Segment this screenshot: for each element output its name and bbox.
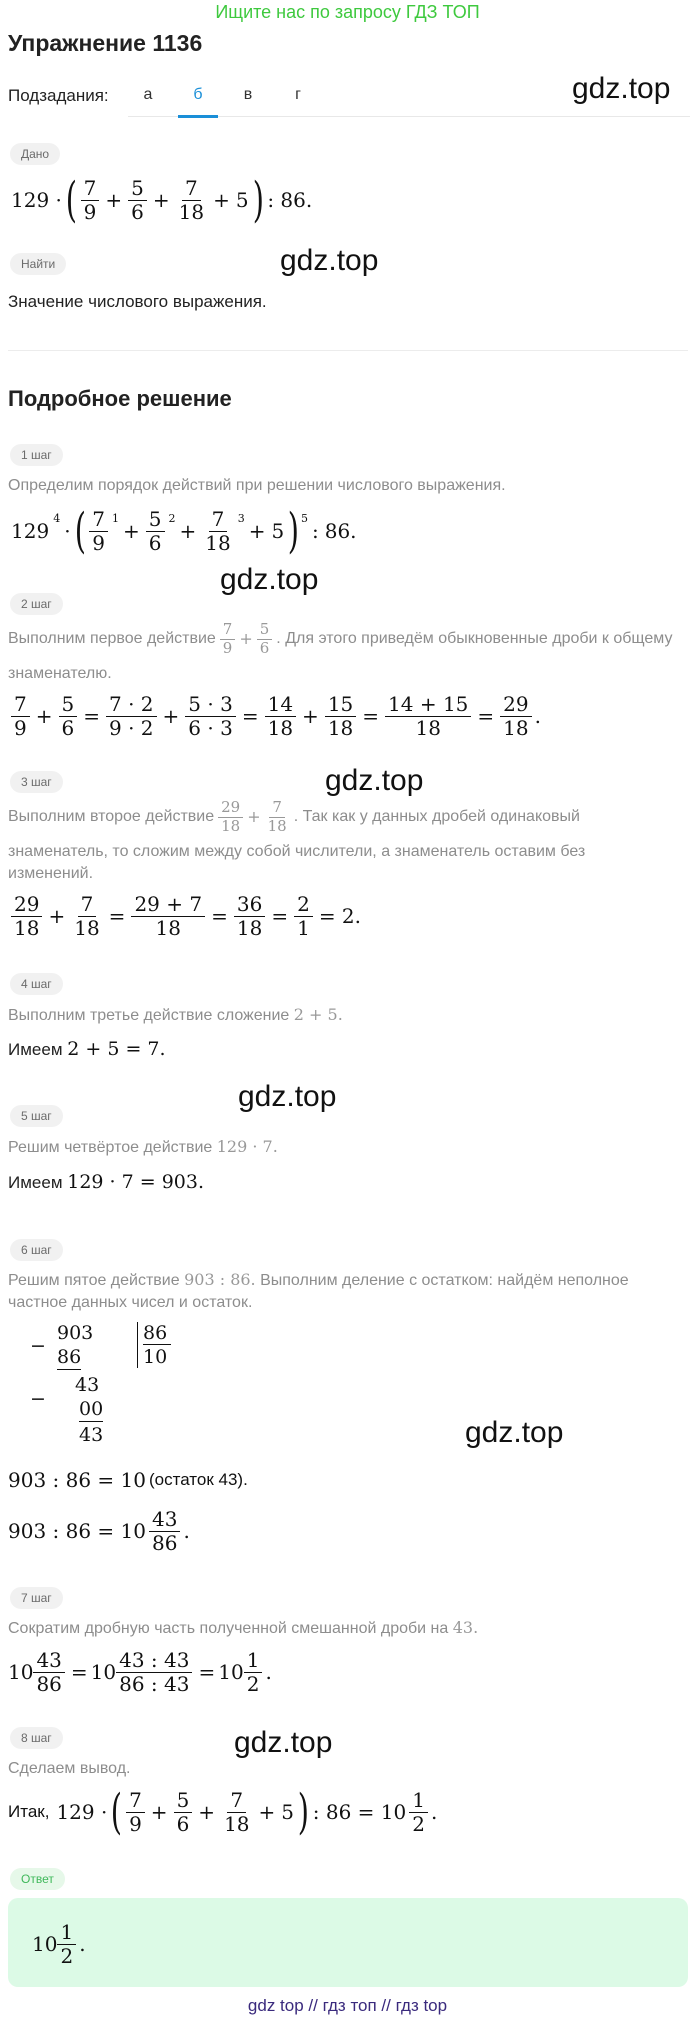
tab-a[interactable]: а [143, 86, 153, 103]
step-chip: 3 шаг [10, 771, 63, 793]
step6-line1: 903 : 86 = 10 (остаток 43). [8, 1468, 248, 1492]
promo-banner: Ищите нас по запросу ГДЗ ТОП [215, 2, 480, 22]
step-text: Сократим дробную часть полученной смешанной дроби на 43. [8, 1618, 479, 1637]
given-expression: 129 · ( $\frac{7}{9}$ + $\frac{5}{6}$ + $\frac{7}{18}$ + 5 ) : 86. [11, 172, 313, 228]
answer-chip: Ответ [10, 1868, 65, 1890]
step-chip: 2 шаг [10, 593, 63, 615]
conclusion-expression: Итак, 129 · ( $\frac{7}{9}$ + $\frac{5}{6}$ + $\frac{7}{18}$ + 5 ) : 86 = 10 $\frac{1}{2}$ . [8, 1784, 438, 1840]
step-chip: 7 шаг [10, 1587, 63, 1609]
tab-b[interactable]: б [178, 76, 218, 118]
step-text: Решим четвёртое действие 129 · 7. [8, 1137, 278, 1156]
step-text: знаменатель, то сложим между собой числители, а знаменатель оставим без [8, 843, 586, 860]
step3-expression: $\frac{29}{18}$ + $\frac{7}{18}$ = $\frac{29 + 7}{18}$ = $\frac{36}{18}$ = $\frac{2}{1}$ = 2. [8, 888, 364, 944]
long-division: − 903 86 86 10 − 43 00 43 [0, 1318, 200, 1452]
divider [8, 350, 688, 351]
footer-links[interactable]: gdz top // гдз топ // гдз top [247, 1996, 448, 2015]
step-text: Выполним третье действие сложение 2 + 5. [8, 1005, 343, 1024]
find-chip: Найти [10, 253, 66, 275]
find-text: Значение числового выражения. [8, 292, 267, 311]
subtasks-label: Подзадания: [8, 86, 109, 105]
step-text: Выполним второе действие $\frac{29}{18}$ + $\frac{7}{18}$ . Так как у данных дробей одинаковый [8, 798, 580, 835]
answer-value: 10 $\frac{1}{2}$ . [32, 1919, 86, 1968]
step-chip: 6 шаг [10, 1239, 63, 1261]
step-chip: 8 шаг [10, 1727, 63, 1749]
step-result: Имеем 129 · 7 = 903. [8, 1171, 205, 1193]
watermark: gdz.top [234, 1726, 333, 1759]
step-text: Выполним первое действие $\frac{7}{9}$ + $\frac{5}{6}$ . Для этого приведём обыкновенные дроби к общему [8, 620, 673, 657]
watermark: gdz.top [572, 72, 671, 105]
watermark: gdz.top [280, 244, 379, 277]
step6-line2: 903 : 86 = 10 $\frac{43}{86}$ . [8, 1506, 190, 1555]
step1-expression: 129 4 · ( $\frac{7}{9}$ 1 + $\frac{5}{6}$ 2 + $\frac{7}{18}$ 3 + 5 ) 5 : 86. [11, 503, 357, 559]
step-text: Определим порядок действий при решении числового выражения. [8, 477, 506, 494]
step7-expression: 10 $\frac{43}{86}$ = 10 $\frac{43 : 43}{86 : 43}$ = 10 $\frac{1}{2}$ . [8, 1647, 272, 1696]
watermark: gdz.top [465, 1416, 564, 1449]
watermark: gdz.top [238, 1080, 337, 1113]
solution-title: Подробное решение [8, 386, 232, 411]
step-chip: 4 шаг [10, 973, 63, 995]
step-chip: 5 шаг [10, 1105, 63, 1127]
step-text: знаменателю. [8, 665, 112, 682]
step-chip: 1 шаг [10, 444, 63, 466]
page-title: Упражнение 1136 [8, 30, 203, 56]
given-chip: Дано [10, 143, 60, 165]
step-text: Решим пятое действие 903 : 86. Выполним деление с остатком: найдём неполное [8, 1270, 629, 1289]
tab-g[interactable]: г [295, 86, 301, 103]
step-text: изменений. [8, 865, 94, 882]
step-text: Сделаем вывод. [8, 1760, 131, 1777]
step-result: Имеем 2 + 5 = 7. [8, 1038, 166, 1060]
step2-expression: $\frac{7}{9}$ + $\frac{5}{6}$ = $\frac{7 \cdot 2}{9 \cdot 2}$ + $\frac{5 \cdot 3}{6 \cdot 3}$ = $\frac{14}{18}$ + $\frac{15}{18}$ = $\frac{14 + 15}{18}$ = $\frac{29}{18}$ . [8, 688, 541, 744]
watermark: gdz.top [220, 563, 319, 596]
answer-box [8, 1898, 688, 1987]
step-text: частное данных чисел и остаток. [8, 1294, 253, 1311]
tab-v[interactable]: в [243, 86, 253, 103]
watermark: gdz.top [325, 764, 424, 797]
